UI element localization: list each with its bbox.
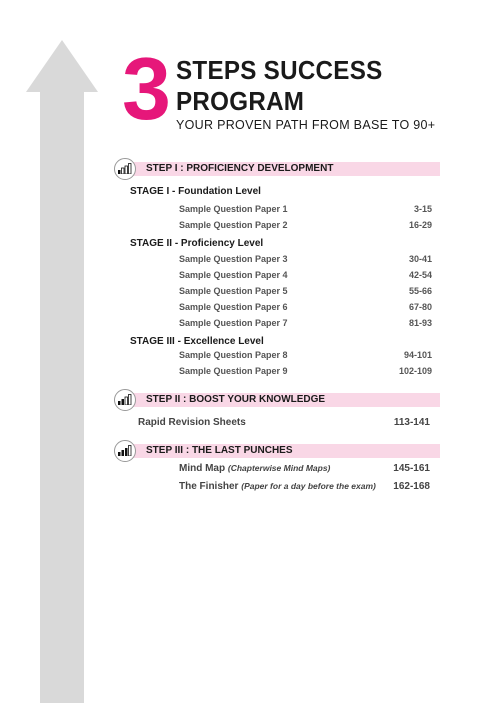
list-item-note: (Paper for a day before the exam) (241, 481, 376, 491)
list-item-pages: 145-161 (393, 463, 430, 474)
signal-bars-icon (114, 389, 136, 411)
list-item-pages: 55-66 (408, 286, 432, 296)
stage3-label: STAGE III - Excellence Level (130, 336, 264, 347)
list-item-pages: 16-29 (408, 220, 432, 230)
list-item-title: The Finisher (179, 481, 239, 492)
page-title-line1: STEPS SUCCESS (176, 55, 383, 85)
list-item-pages: 3-15 (413, 204, 432, 214)
list-item-pages: 162-168 (393, 481, 430, 492)
list-item-title: Rapid Revision Sheets (138, 417, 246, 428)
list-item-title: Sample Question Paper 1 (179, 204, 288, 214)
step3-label: STEP III : THE LAST PUNCHES (146, 445, 293, 456)
step1-label: STEP I : PROFICIENCY DEVELOPMENT (146, 163, 334, 174)
list-item (179, 481, 376, 492)
stage1-label: STAGE I - Foundation Level (130, 186, 261, 197)
page-subtitle: YOUR PROVEN PATH FROM BASE TO 90+ (176, 118, 436, 132)
list-item-title: Sample Question Paper 6 (179, 302, 288, 312)
list-item-pages: 94-101 (403, 350, 432, 360)
list-item-title: Sample Question Paper 7 (179, 318, 288, 328)
step2-label: STEP II : BOOST YOUR KNOWLEDGE (146, 394, 326, 405)
step-count-number: 3 (122, 39, 169, 138)
list-item-title: Sample Question Paper 8 (179, 350, 288, 360)
list-item-pages: 67-80 (408, 302, 432, 312)
list-item (179, 463, 330, 474)
list-item-title: Sample Question Paper 4 (179, 270, 288, 280)
list-item-pages: 42-54 (408, 270, 432, 280)
list-item-pages: 81-93 (408, 318, 432, 328)
list-item-pages: 113-141 (393, 417, 430, 428)
list-item-pages: 102-109 (398, 366, 432, 376)
list-item-title: Sample Question Paper 5 (179, 286, 288, 296)
list-item-title: Sample Question Paper 2 (179, 220, 288, 230)
list-item-pages: 30-41 (408, 254, 432, 264)
list-item-title: Mind Map (179, 463, 226, 474)
list-item-title: Sample Question Paper 9 (179, 366, 288, 376)
signal-bars-icon (114, 158, 136, 180)
list-item-title: Sample Question Paper 3 (179, 254, 288, 264)
signal-bars-icon (114, 440, 136, 462)
page-title-line2: PROGRAM (176, 86, 305, 116)
stage2-label: STAGE II - Proficiency Level (130, 238, 264, 249)
list-item-note: (Chapterwise Mind Maps) (227, 463, 331, 473)
